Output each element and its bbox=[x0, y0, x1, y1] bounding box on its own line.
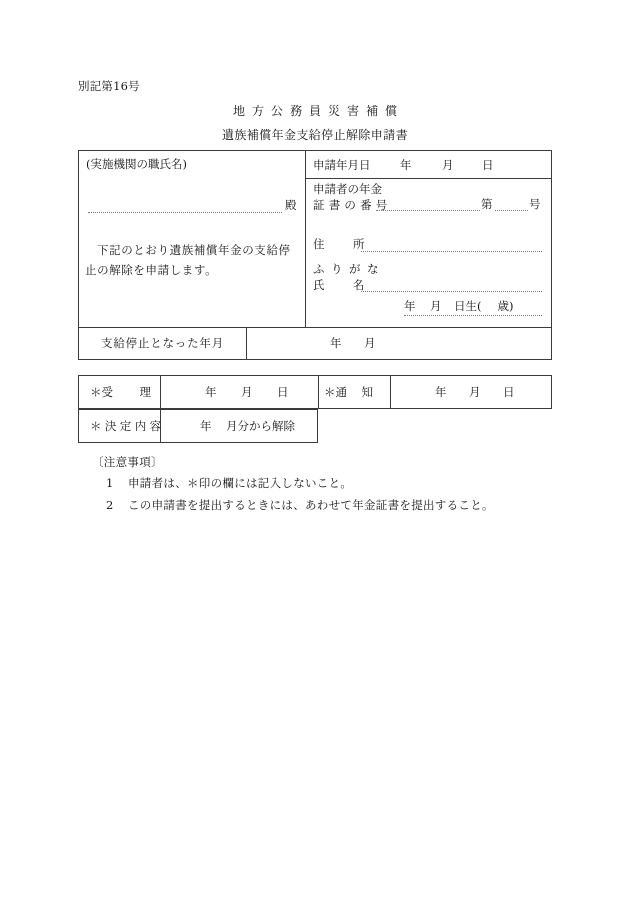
suspension-period-label: 支給停止となった年月 bbox=[101, 336, 224, 350]
birth-year: 年 bbox=[404, 299, 416, 313]
apply-date-label: 申請年月日 bbox=[313, 158, 371, 172]
note-number: 2 bbox=[106, 497, 114, 512]
admin-accept-date-fields[interactable] bbox=[205, 384, 289, 401]
name-input-line[interactable] bbox=[361, 277, 542, 292]
suspension-row-divider bbox=[78, 327, 552, 328]
document-number: 別記第16号 bbox=[78, 79, 140, 93]
note-text: 申請者は、＊印の欄には記入しないこと。 bbox=[128, 476, 353, 491]
admin-notice-label-first: 通 bbox=[335, 385, 347, 399]
note-item bbox=[92, 473, 494, 494]
admin-accept-year: 年 bbox=[205, 385, 217, 399]
furigana-label: ふりがな bbox=[313, 262, 385, 276]
admin-decision-year: 年 bbox=[200, 419, 212, 433]
admin-decision-suffix: 月分から解除 bbox=[226, 419, 295, 433]
address-label-first: 住 bbox=[313, 237, 325, 251]
notes-title: 〔注意事項〕 bbox=[92, 455, 163, 469]
admin-notice-date-fields[interactable] bbox=[435, 384, 515, 401]
page-subtitle: 遺族補償年金支給停止解除申請書 bbox=[221, 128, 408, 142]
apply-date-day: 日 bbox=[482, 158, 494, 172]
admin-notice-mark: ＊ bbox=[324, 385, 336, 399]
admin-notice-label-divider bbox=[390, 375, 391, 409]
admin-accept-label-second: 理 bbox=[139, 385, 151, 399]
admin-notice-divider bbox=[318, 375, 319, 409]
address-label-second: 所 bbox=[353, 237, 365, 251]
admin-accept-month: 月 bbox=[241, 385, 253, 399]
birth-day: 日生( bbox=[454, 299, 482, 313]
admin-accept-label-first: 受 bbox=[101, 385, 113, 399]
apply-date-year: 年 bbox=[400, 158, 412, 172]
admin-notice-label bbox=[324, 384, 373, 401]
admin-accept-mark: ＊ bbox=[90, 385, 102, 399]
birth-date-fields[interactable] bbox=[404, 298, 542, 316]
admin-accept-label bbox=[90, 384, 151, 401]
apply-date-fields[interactable] bbox=[400, 157, 494, 174]
suspension-month: 月 bbox=[364, 336, 376, 350]
note-text: この申請書を提出するときには、あわせて年金証書を提出すること。 bbox=[128, 497, 494, 512]
admin-notice-day: 日 bbox=[503, 385, 515, 399]
page-title: 地方公務員災害補償 bbox=[232, 104, 404, 118]
suspension-year: 年 bbox=[330, 336, 342, 350]
admin-notice-year: 年 bbox=[435, 385, 447, 399]
organization-label: (実施機関の職氏名) bbox=[86, 157, 187, 171]
admin-notice-month: 月 bbox=[469, 385, 481, 399]
admin-decision-fields[interactable] bbox=[200, 418, 295, 435]
admin-decision-label: ＊決定内容 bbox=[90, 419, 165, 433]
certificate-number-prefix: 第 bbox=[481, 197, 493, 211]
name-label-first: 氏 bbox=[313, 277, 325, 292]
certificate-number-input-line[interactable] bbox=[376, 196, 542, 211]
admin-accept-label-divider bbox=[160, 375, 161, 409]
certificate-number-suffix: 号 bbox=[529, 197, 541, 211]
notes-section bbox=[92, 452, 494, 516]
name-label-second: 名 bbox=[353, 277, 365, 292]
main-table-column-divider bbox=[305, 150, 306, 327]
addressee-honorific: 殿 bbox=[285, 198, 297, 212]
certificate-label-line1: 申請者の年金 bbox=[313, 182, 382, 196]
admin-notice-label-second: 知 bbox=[361, 385, 373, 399]
note-number: 1 bbox=[106, 476, 114, 491]
birth-month: 月 bbox=[430, 299, 442, 313]
addressee-input-line[interactable] bbox=[88, 195, 296, 213]
apply-date-month: 月 bbox=[442, 158, 454, 172]
note-item bbox=[92, 495, 494, 516]
application-statement: 下記のとおり遺族補償年金の支給停止の解除を申請します。 bbox=[85, 243, 291, 278]
certificate-label-line2: 証書の番号 bbox=[313, 197, 392, 212]
suspension-row-column-divider bbox=[246, 327, 247, 360]
address-label bbox=[313, 236, 365, 253]
admin-accept-day: 日 bbox=[277, 385, 289, 399]
birth-age: 歳) bbox=[497, 299, 514, 313]
address-input-line[interactable] bbox=[361, 236, 542, 252]
apply-date-row-divider bbox=[305, 178, 552, 179]
suspension-period-fields[interactable] bbox=[330, 335, 376, 352]
